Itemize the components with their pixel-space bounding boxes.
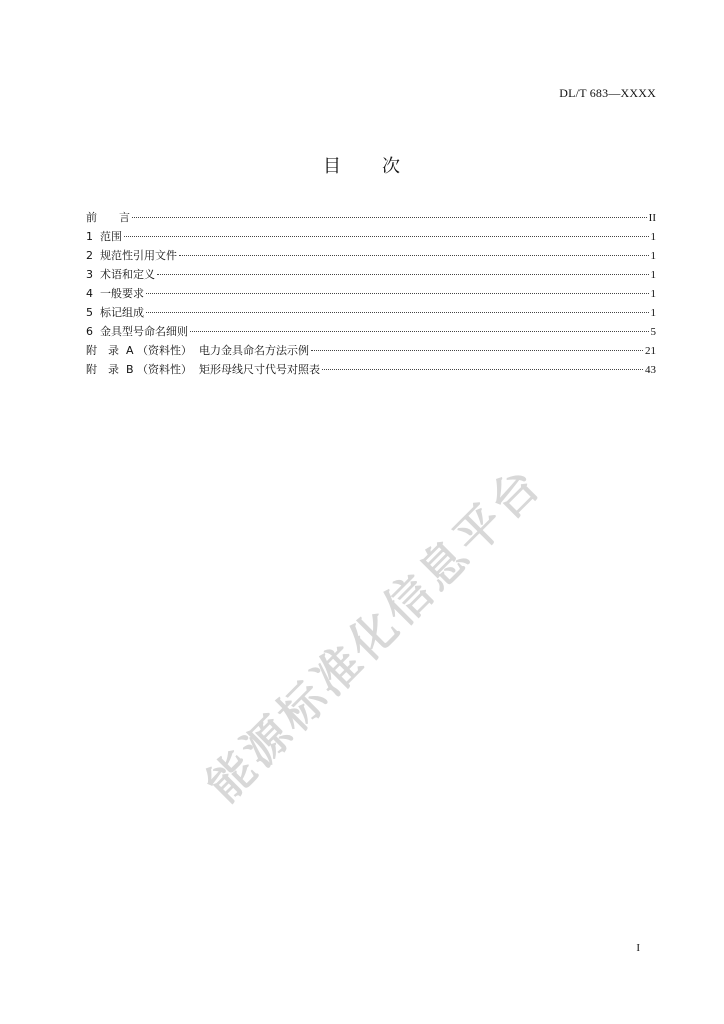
dot-leader <box>322 368 643 370</box>
toc-entry-marking-composition[interactable] <box>86 303 656 322</box>
toc-entry-annex-a[interactable] <box>86 341 656 360</box>
toc-entry-page: II <box>648 212 656 224</box>
dot-leader <box>146 292 649 294</box>
toc-entry-label: 4 一般要求 <box>86 287 144 300</box>
toc-entry-model-naming-rules[interactable] <box>86 322 656 341</box>
toc-entry-page: 1 <box>650 307 656 319</box>
dot-leader <box>311 349 643 351</box>
toc-entry-page: 1 <box>650 250 656 262</box>
watermark: 能源标准化信息平台 <box>195 455 553 813</box>
dot-leader <box>179 254 649 256</box>
toc-entry-page: 1 <box>650 288 656 300</box>
toc-entry-label: 附 录 A （资料性） 电力金具命名方法示例 <box>86 344 310 357</box>
dot-leader <box>157 273 649 275</box>
dot-leader <box>124 235 649 237</box>
toc-entry-page: 1 <box>650 231 656 243</box>
toc-entry-label: 5 标记组成 <box>86 306 144 319</box>
title-char-2: 次 <box>382 156 401 177</box>
toc-entry-scope[interactable] <box>86 227 656 246</box>
toc-entry-terms-definitions[interactable] <box>86 265 656 284</box>
toc-entry-annex-b[interactable] <box>86 360 656 379</box>
toc-entry-page: 5 <box>650 326 656 338</box>
toc-entry-label: 3 术语和定义 <box>86 268 155 281</box>
toc-entry-foreword[interactable] <box>86 208 656 227</box>
page-title <box>0 152 724 178</box>
toc-entry-normative-references[interactable] <box>86 246 656 265</box>
toc-entry-label: 1 范围 <box>86 230 122 243</box>
toc-entry-label: 6 金具型号命名细则 <box>86 325 188 338</box>
toc-entry-page: 21 <box>645 345 656 357</box>
dot-leader <box>132 216 647 218</box>
toc-entry-page: 1 <box>650 269 656 281</box>
dot-leader <box>146 311 649 313</box>
page-number: I <box>636 942 640 954</box>
toc-entry-label: 2 规范性引用文件 <box>86 249 177 262</box>
toc-entry-label: 附 录 B （资料性） 矩形母线尺寸代号对照表 <box>86 363 321 376</box>
toc-entry-label: 前 言 <box>86 211 130 224</box>
toc-entry-general-requirements[interactable] <box>86 284 656 303</box>
standard-code: DL/T 683—XXXX <box>559 86 656 100</box>
dot-leader <box>190 330 649 332</box>
title-char-1: 目 <box>323 156 342 177</box>
toc-entry-page: 43 <box>645 364 656 376</box>
table-of-contents <box>86 208 656 379</box>
